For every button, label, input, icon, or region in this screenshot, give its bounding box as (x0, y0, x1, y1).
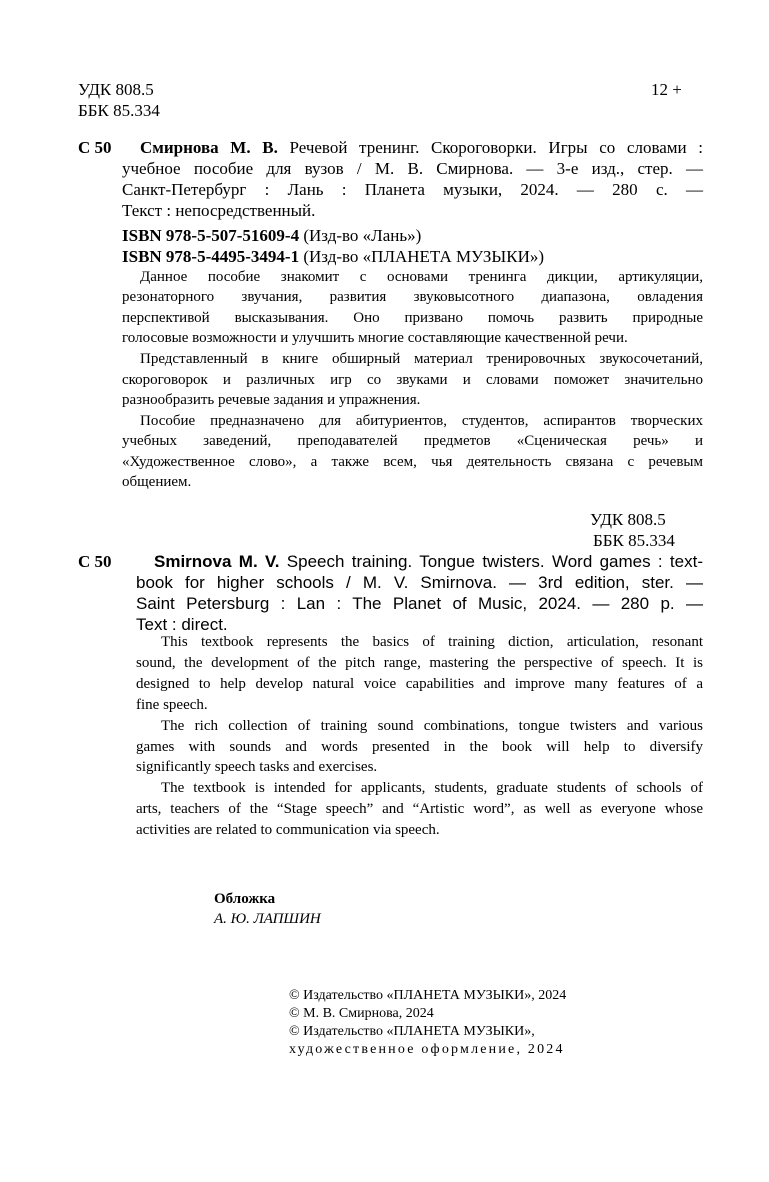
title-en: Speech training. Tongue twisters. Word games : text- (286, 552, 703, 571)
udk-ru: УДК 808.5 (78, 80, 154, 99)
abstract-line: Данное пособие знакомит с основами тренинга дикции, артикуляции, (140, 269, 703, 285)
abstract-line: Представленный в книге обширный материал тренировочных звукосочетаний, (140, 351, 703, 368)
isbn-lan-number: ISBN 978-5-507-51609-4 (122, 226, 300, 245)
author-ru: Смирнова М. В. (140, 138, 278, 157)
abstract-line: games with sounds and words presented in the book will help to diversify (136, 738, 703, 755)
bib-line-1-ru (140, 138, 703, 158)
cover-artist: А. Ю. ЛАПШИН (214, 911, 321, 927)
bib-line-4-en: Text : direct. (136, 615, 228, 634)
bib-line-2-en: book for higher schools / M. V. Smirnova. — 3rd edition, ster. — (136, 573, 703, 592)
cover-label: Обложка (214, 891, 276, 907)
abstract-line: significantly speech tasks and exercises. (136, 759, 378, 776)
copyright-author: © М. В. Смирнова, 2024 (289, 1006, 434, 1021)
abstract-line: резонаторного звучания, развития звуковысотного диапазона, овладения (122, 289, 703, 306)
bib-line-3-en: Saint Petersburg : Lan : The Planet of Music, 2024. — 280 p. — (136, 594, 703, 613)
author-cipher-en: С 50 (78, 552, 112, 571)
abstract-line: sound, the development of the pitch range, mastering the perspective of speech. It is (136, 654, 703, 671)
abstract-line: The textbook is intended for applicants, students, graduate students of schools of (161, 780, 703, 797)
abstract-line: разнообразить речевые задания и упражнения. (122, 391, 421, 408)
abstract-line: Пособие предназначено для абитуриентов, студентов, аспирантов творческих (140, 413, 703, 430)
udk-en: УДК 808.5 (590, 510, 666, 529)
abstract-line: голосовые возможности и улучшить многие составляющие качественной речи. (122, 329, 628, 346)
bbk-en: ББК 85.334 (593, 531, 675, 550)
bib-line-3-ru: Санкт-Петербург : Лань : Планета музыки, 2024. — 280 с. — (122, 180, 703, 199)
copyright-design-note: художественное оформление, 2024 (289, 1042, 565, 1057)
abstract-line: designed to help develop natural voice capabilities and improve many features of a (136, 675, 703, 692)
bib-line-1-en (154, 552, 703, 572)
copyright-design-publisher: © Издательство «ПЛАНЕТА МУЗЫКИ», (289, 1024, 535, 1039)
abstract-line: «Художественное слово», а также всем, чья деятельность связана с речевым (122, 453, 703, 470)
author-cipher-ru: С 50 (78, 138, 112, 157)
abstract-line: This textbook represents the basics of training diction, articulation, resonant (161, 634, 703, 650)
abstract-line: arts, teachers of the “Stage speech” and “Artistic word”, as well as everyone whose (136, 801, 703, 818)
abstract-line: общением. (122, 474, 192, 490)
title-ru: Речевой тренинг. Скороговорки. Игры со словами : (289, 138, 704, 157)
bbk-ru: ББК 85.334 (78, 101, 160, 120)
abstract-line: скороговорок и различных игр со звуками и словами поможет значительно (122, 371, 703, 388)
abstract-line: fine speech. (136, 696, 208, 713)
isbn-planeta-publisher: (Изд-во «ПЛАНЕТА МУЗЫКИ») (303, 247, 545, 266)
abstract-line: учебных заведений, преподавателей предметов «Сценическая речь» и (122, 433, 703, 450)
copyright-publisher: © Издательство «ПЛАНЕТА МУЗЫКИ», 2024 (289, 988, 567, 1003)
age-rating: 12 + (651, 80, 682, 99)
author-en: Smirnova M. V. (154, 552, 280, 571)
abstract-line: activities are related to communication via speech. (136, 822, 440, 839)
bib-line-4-ru: Текст : непосредственный. (122, 201, 316, 220)
isbn-lan (122, 226, 421, 246)
bib-line-2-ru: учебное пособие для вузов / М. В. Смирнова. — 3-е изд., стер. — (122, 159, 703, 178)
abstract-line: The rich collection of training sound combinations, tongue twisters and various (161, 717, 703, 734)
abstract-line: перспективой высказывания. Оно призвано помочь развить природные (122, 309, 703, 326)
isbn-planeta (122, 247, 544, 267)
isbn-lan-publisher: (Изд-во «Лань») (303, 226, 422, 245)
isbn-planeta-number: ISBN 978-5-4495-3494-1 (122, 247, 300, 266)
